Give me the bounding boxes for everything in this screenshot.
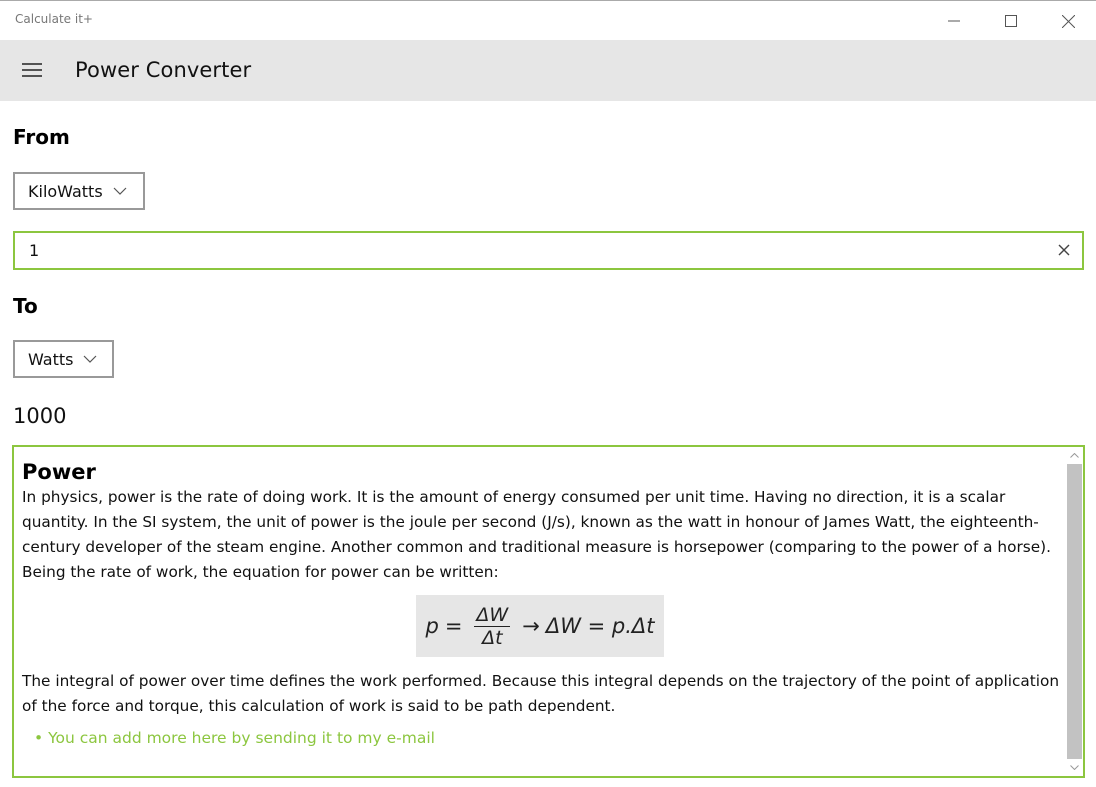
info-title: Power bbox=[22, 460, 96, 484]
scroll-up-button[interactable] bbox=[1066, 447, 1083, 464]
info-panel bbox=[12, 445, 1085, 778]
formula-lhs: p bbox=[425, 614, 439, 638]
close-button[interactable] bbox=[1040, 2, 1096, 40]
scroll-thumb[interactable] bbox=[1067, 464, 1082, 759]
hamburger-icon bbox=[22, 63, 42, 77]
info-content bbox=[22, 459, 1062, 747]
chevron-down-icon bbox=[83, 355, 97, 363]
to-unit-dropdown[interactable] bbox=[13, 340, 114, 378]
menu-button[interactable] bbox=[18, 58, 46, 82]
minimize-icon bbox=[948, 15, 960, 27]
contribute-link[interactable]: • You can add more here by sending it to my e-mail bbox=[34, 729, 435, 747]
conversion-result: 1000 bbox=[13, 404, 67, 428]
chevron-up-icon bbox=[1070, 453, 1079, 458]
app-title: Calculate it+ bbox=[15, 12, 93, 26]
info-paragraph-1: In physics, power is the rate of doing work. It is the amount of energy consumed per unit time. Having no direction, it is a scalar quantity. In the SI system, the unit of power is the joule per second (J/s), known as the watt in honour of James Watt, the eighteenth-century developer of the steam engine. Another common and traditional measure is horsepower (comparing to the power of a horse). Being the rate of work, the equation for power can be written: bbox=[22, 488, 1051, 581]
chevron-down-icon bbox=[113, 187, 127, 195]
from-label: From bbox=[13, 125, 70, 149]
page-title: Power Converter bbox=[75, 58, 252, 82]
minimize-button[interactable] bbox=[926, 2, 982, 40]
power-formula bbox=[416, 595, 664, 657]
formula-fraction bbox=[474, 604, 510, 649]
formula-rhs: ΔW = p.Δt bbox=[545, 614, 655, 638]
from-value-text: 1 bbox=[29, 241, 40, 260]
info-paragraph-2: The integral of power over time defines the work performed. Because this integral depends on the trajectory of the point of application of the force and torque, this calculation of work is said to be path dependent. bbox=[22, 672, 1060, 715]
from-unit-value: KiloWatts bbox=[28, 181, 103, 201]
info-scrollbar[interactable] bbox=[1066, 447, 1083, 776]
title-bar bbox=[0, 0, 1096, 40]
formula-numerator: ΔW bbox=[476, 603, 509, 626]
maximize-button[interactable] bbox=[983, 2, 1039, 40]
to-label: To bbox=[13, 294, 38, 318]
chevron-down-icon bbox=[1070, 765, 1079, 770]
to-unit-value: Watts bbox=[28, 349, 74, 369]
formula-equals: = bbox=[444, 614, 463, 638]
formula-arrow: → bbox=[522, 614, 540, 638]
clear-icon bbox=[1058, 244, 1070, 256]
close-icon bbox=[1062, 15, 1075, 28]
app-header bbox=[0, 40, 1096, 101]
formula-denominator: Δt bbox=[482, 626, 503, 649]
from-unit-dropdown[interactable] bbox=[13, 172, 145, 210]
formula-container bbox=[22, 595, 1062, 657]
clear-input-button[interactable] bbox=[1056, 242, 1072, 258]
scroll-down-button[interactable] bbox=[1066, 759, 1083, 776]
from-value-input[interactable] bbox=[13, 231, 1084, 270]
maximize-icon bbox=[1005, 15, 1017, 27]
